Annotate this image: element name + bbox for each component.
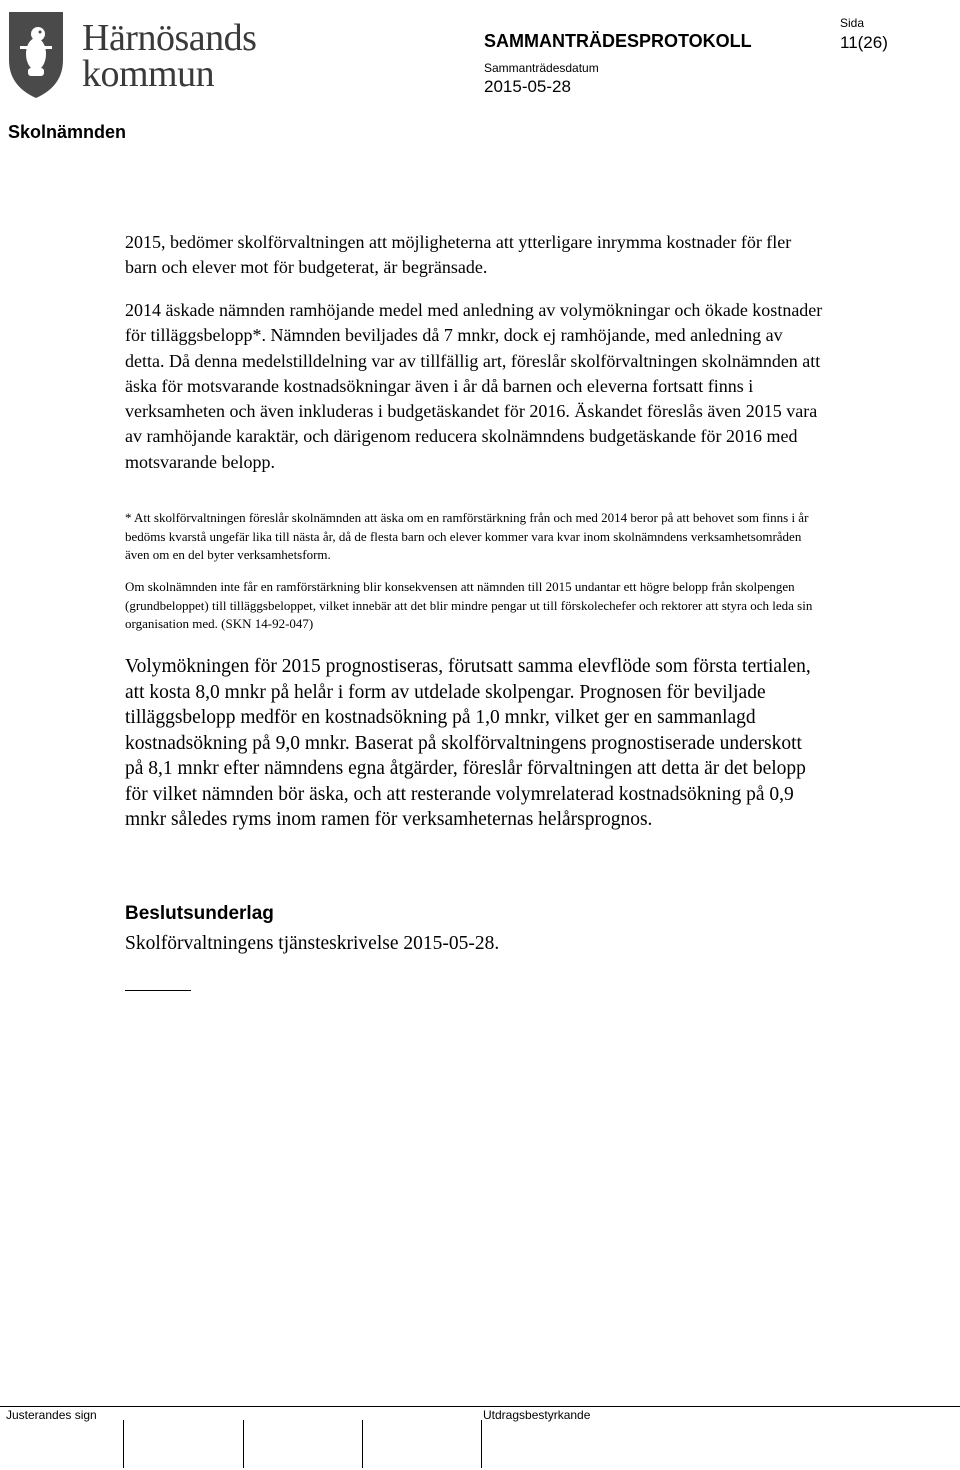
signature-box-divider	[362, 1420, 363, 1468]
organization-name-line1: Härnösands	[82, 17, 257, 59]
body-paragraph-3: Volymökningen för 2015 prognostiseras, förutsatt samma elevflöde som första tertialen, att kosta 8,0 mnkr på helår i form av utdelade skolpengar. Prognosen för beviljade tilläggsbelopp medför en kostnadsökning på 1,0 mnkr, vilket ger en sammanlagd kostnadsökning på 9,0 mnkr. Baserat på skolförvaltningens prognostiserade underskott på 8,1 mnkr efter nämndens egna åtgärder, föreslår förvaltningen att detta är det belopp för vilket nämnden bör äska, och att resterande volymrelaterad kostnadsökning på 0,9 mnkr således ryms inom ramen för verksamheternas helårsprognos.	[125, 656, 811, 830]
meeting-date-label: Sammanträdesdatum	[484, 61, 599, 75]
signature-box-divider	[123, 1420, 124, 1468]
decision-basis-heading: Beslutsunderlag	[125, 903, 274, 924]
organization-name	[82, 17, 257, 95]
body-paragraph-1: 2015, bedömer skolförvaltningen att möjligheterna att ytterligare inrymma kostnader för fler barn och elever mot för budgeterat, är begränsade.	[125, 232, 792, 277]
footnote-2: Om skolnämnden inte får en ramförstärkning blir konsekvensen att nämnden till 2015 undantar ett högre belopp från skolpengen (grundbeloppet) till tilläggsbeloppet, vilket innebär att det blir mindre pengar ut till förskolechefer och rektorer att styra och leda sin organisation med. (SKN 14-92-047)	[125, 579, 813, 631]
extract-certification-label: Utdragsbestyrkande	[483, 1408, 591, 1422]
signature-label: Justerandes sign	[6, 1408, 97, 1422]
meeting-date-value: 2015-05-28	[484, 77, 571, 96]
page-number: 11(26)	[840, 33, 888, 52]
document-type: SAMMANTRÄDESPROTOKOLL	[484, 31, 752, 51]
signature-box-divider	[481, 1420, 482, 1468]
decision-basis-text: Skolförvaltningens tjänsteskrivelse 2015-05-28.	[125, 933, 500, 954]
end-divider	[125, 990, 191, 991]
organization-name-line2: kommun	[82, 53, 215, 95]
footnote-1: * Att skolförvaltningen föreslår skolnämnden att äska om en ramförstärkning från och med 2014 beror på att behovet som finns i år bedöms kvarstå ungefär lika till nästa år, då de flesta barn och elever kommer vara kvar inom skolnämndens verksamhetsområden även om en del byter verksamhetsform.	[125, 510, 809, 562]
footer-divider	[0, 1406, 960, 1407]
page-label: Sida	[840, 16, 865, 30]
committee-name: Skolnämnden	[8, 122, 127, 142]
body-paragraph-2: 2014 äskade nämnden ramhöjande medel med anledning av volymökningar och ökade kostnader för tilläggsbelopp*. Nämnden beviljades då 7 mnkr, dock ej ramhöjande, med anledning av detta. Då denna medelstilldelning var av tillfällig art, föreslår skolförvaltningen skolnämnden att äska för motsvarande kostnadsökningar även i år då barnen och eleverna fortsatt finns i verksamheten och även inkluderas i budgetäskandet för 2016. Äskandet föreslås även 2015 vara av ramhöjande karaktär, och därigenom reducera skolnämndens budgetäskande för 2016 med motsvarande belopp.	[125, 300, 823, 472]
signature-box-divider	[243, 1420, 244, 1468]
coat-of-arms-icon	[6, 8, 66, 100]
